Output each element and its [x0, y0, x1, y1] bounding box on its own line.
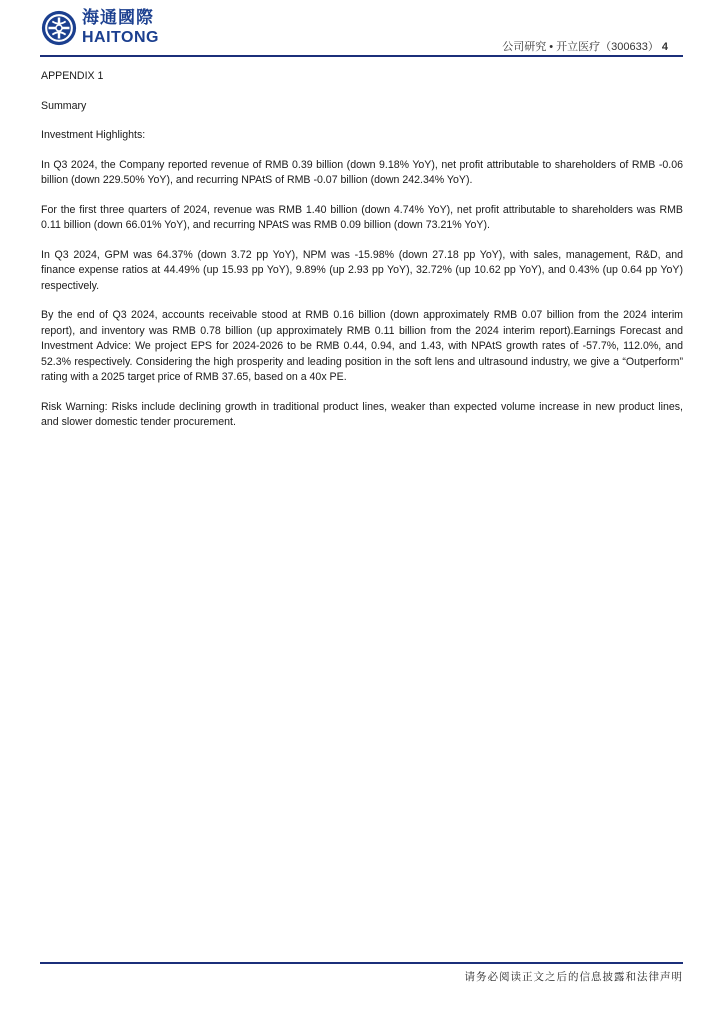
- footer-disclaimer: 请务必阅读正文之后的信息披露和法律声明: [464, 971, 683, 983]
- summary-heading: Summary: [41, 99, 87, 112]
- doc-type: 公司研究: [502, 41, 547, 53]
- header-doc-info: [502, 38, 668, 54]
- paragraph-risk-warning: Risk Warning: Risks include declining growth in traditional product lines, weaker than expected volume increase in new product lines, and slower domestic tender procurement.: [41, 400, 683, 428]
- company-name: 开立医疗（300633）: [556, 41, 659, 53]
- report-body: [41, 69, 683, 445]
- logo-chinese-name: 海通國際: [82, 8, 154, 28]
- footer-divider: [40, 962, 683, 964]
- header-separator: •: [549, 41, 554, 53]
- header-divider: [40, 55, 683, 57]
- page-number: 4: [661, 41, 668, 53]
- highlights-heading: Investment Highlights:: [41, 129, 146, 141]
- haitong-logo: [40, 9, 159, 47]
- page-header: [0, 0, 724, 60]
- paragraph-margins: In Q3 2024, GPM was 64.37% (down 3.72 pp YoY), NPM was -15.98% (down 27.18 pp YoY), with sales, management, R&D, and finance expense ratios at 44.49% (up 15.93 pp YoY), 9.89% (up 2.93 pp YoY), 32.72% (up 10.62 pp YoY), and 0.43% (up 0.64 pp YoY) respectively.: [41, 248, 683, 292]
- paragraph-nine-month-results: For the first three quarters of 2024, revenue was RMB 1.40 billion (down 4.74% YoY), net profit attributable to shareholders was RMB 0.11 billion (down 66.01% YoY), and recurring NPAtS was RMB 0.09 billion (down 73.21% YoY).: [41, 203, 683, 231]
- paragraph-q3-results: In Q3 2024, the Company reported revenue of RMB 0.39 billion (down 9.18% YoY), net profit attributable to shareholders of RMB -0.06 billion (down 229.50% YoY), and recurring NPAtS of RMB -0.07 billion (down 242.34% YoY).: [41, 158, 683, 186]
- paragraph-forecast: By the end of Q3 2024, accounts receivable stood at RMB 0.16 billion (down approximately RMB 0.07 billion from the 2024 interim report), and inventory was RMB 0.78 billion (up approximately RMB 0.11 billion from the 2024 interim report).Earnings Forecast and Investment Advice: We project EPS for 2024-2026 to be RMB 0.44, 0.94, and 1.43, with NPAtS growth rates of -57.7%, 112.0%, and 52.3% respectively. Considering the high prosperity and leading position in the soft lens and ultrasound industry, we give a “Outperform” rating with a 2025 target price of RMB 37.65, based on a 40x PE.: [41, 309, 683, 383]
- appendix-label: APPENDIX 1: [41, 70, 104, 82]
- haitong-emblem-icon: [40, 9, 78, 47]
- logo-english-name: HAITONG: [82, 29, 159, 46]
